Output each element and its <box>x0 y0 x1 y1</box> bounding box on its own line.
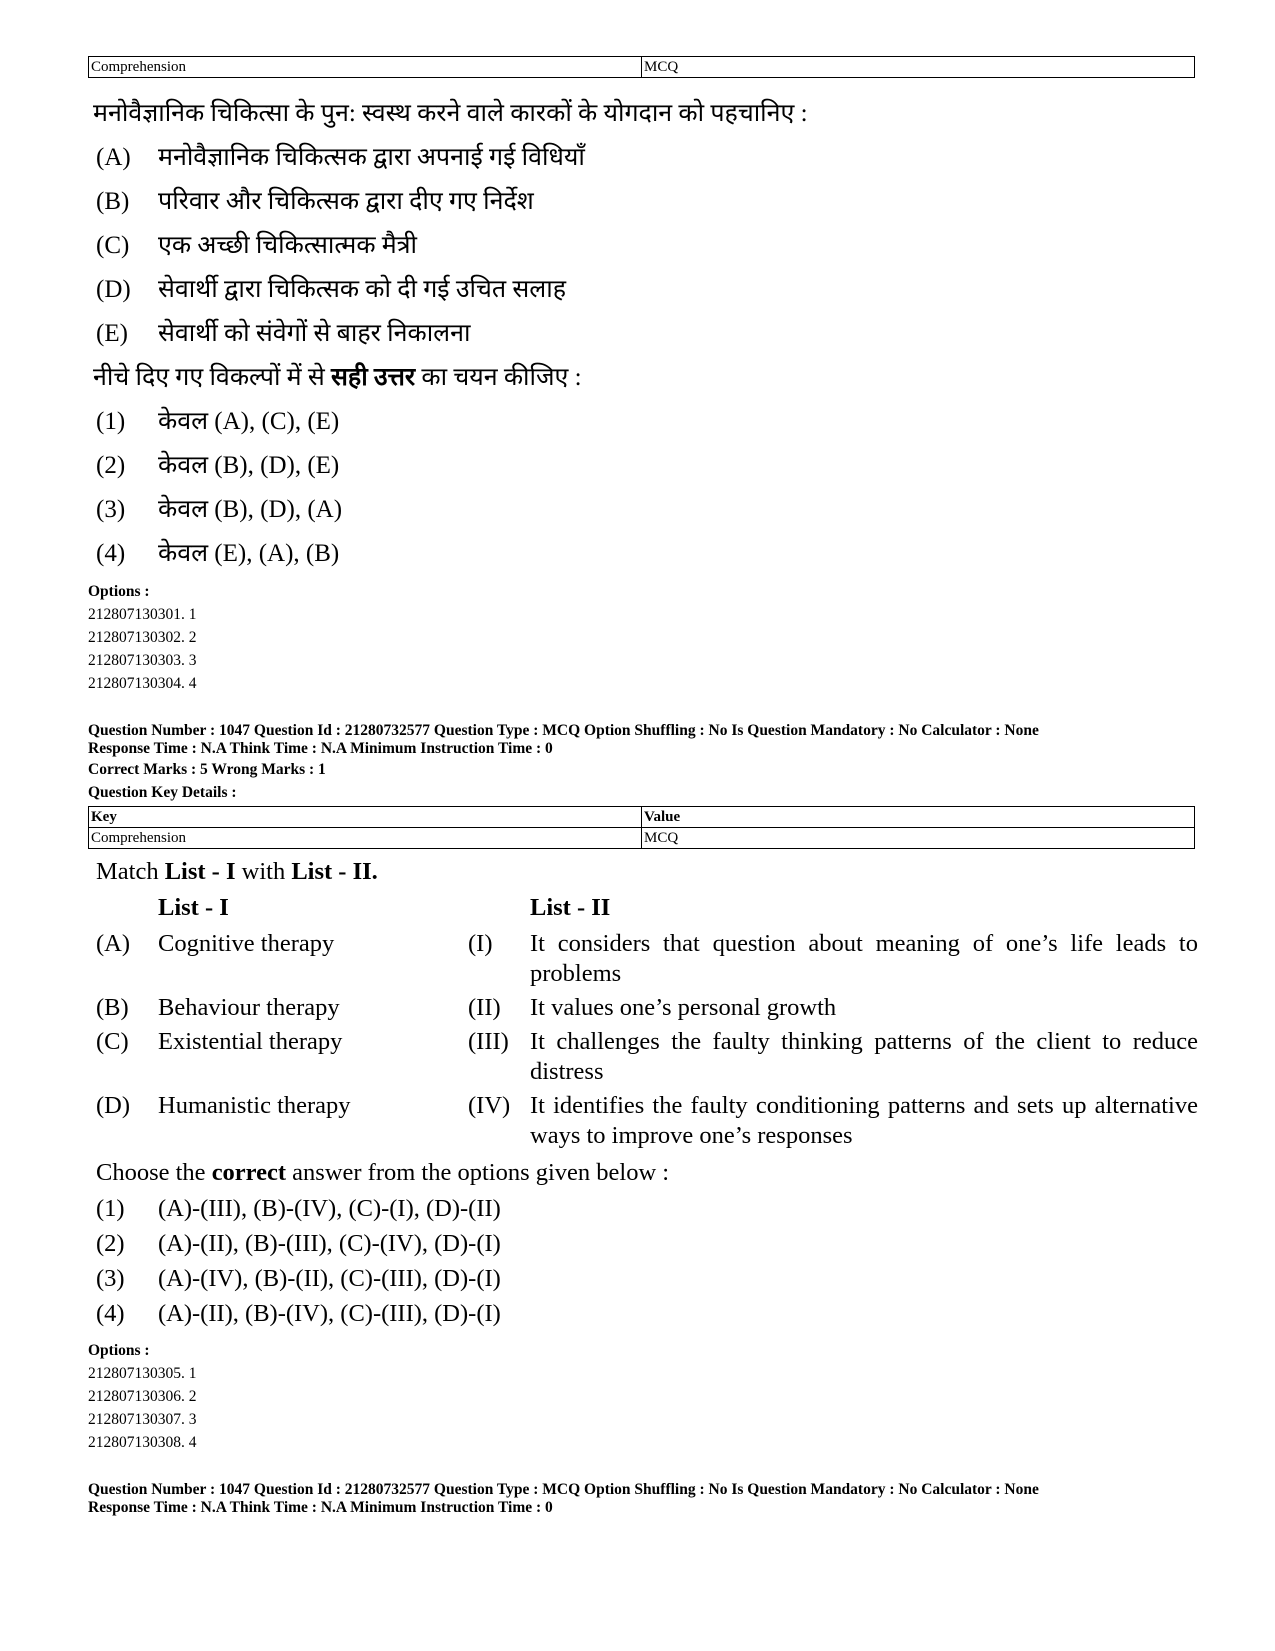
answer-text: (A)-(II), (B)-(III), (C)-(IV), (D)-(I) <box>158 1230 501 1257</box>
answer-label: (1) <box>96 408 126 435</box>
list-2-item: It considers that question about meaning of one’s life leads to problems <box>530 930 1198 987</box>
option-id: 212807130305. 1 <box>88 1365 197 1382</box>
answer-label: (4) <box>96 1300 125 1327</box>
answer-choice <box>96 1226 1188 1261</box>
list-1-item: Existential therapy <box>158 1028 343 1055</box>
statement-item <box>96 180 1188 224</box>
list-2-item: It identifies the faulty conditioning patterns and sets up alternative ways to improve one’s responses <box>530 1092 1198 1149</box>
question-stem: मनोवैज्ञानिक चिकित्सा के पुन: स्वस्थ करने वाले कारकों के योगदान को पहचानिए : <box>93 100 808 127</box>
document-page <box>88 56 1198 1517</box>
marks-line: Correct Marks : 5 Wrong Marks : 1 <box>88 761 326 778</box>
statement-text: मनोवैज्ञानिक चिकित्सक द्वारा अपनाई गई विधियाँ <box>158 144 585 171</box>
option-id: 212807130304. 4 <box>88 675 197 692</box>
answer-choice <box>96 1296 1188 1331</box>
statement-item <box>96 224 1188 268</box>
answer-choice <box>96 532 1188 576</box>
statement-text: सेवार्थी द्वारा चिकित्सक को दी गई उचित सलाह <box>158 276 566 303</box>
answer-text: केवल (B), (D), (A) <box>158 496 343 523</box>
statement-text: परिवार और चिकित्सक द्वारा दीए गए निर्देश <box>158 188 534 215</box>
answer-text: केवल (E), (A), (B) <box>158 540 340 567</box>
statement-label: (D) <box>96 276 131 303</box>
answer-label: (2) <box>96 1230 125 1257</box>
list-1-title: List - I <box>158 894 229 921</box>
question-meta-line: Response Time : N.A Think Time : N.A Minimum Instruction Time : 0 <box>88 1499 553 1516</box>
answer-choice <box>96 488 1188 532</box>
match-row <box>96 993 1198 1023</box>
list-1-item: Humanistic therapy <box>158 1092 351 1119</box>
list-1-item: Cognitive therapy <box>158 930 335 957</box>
options-list <box>88 1339 1188 1454</box>
key-value-table <box>88 56 1195 78</box>
table-cell-value: MCQ <box>642 57 1195 78</box>
question-stem: Match List - I with List - II. <box>96 858 378 885</box>
option-id: 212807130301. 1 <box>88 606 197 623</box>
question-hindi <box>88 92 1188 576</box>
list-1-label: (A) <box>96 930 131 957</box>
question-meta <box>88 722 1188 804</box>
list-2-label: (III) <box>468 1028 509 1055</box>
answer-choice <box>96 1191 1188 1226</box>
answer-text: केवल (A), (C), (E) <box>158 408 340 435</box>
list-2-label: (I) <box>468 930 493 957</box>
answer-text: (A)-(II), (B)-(IV), (C)-(III), (D)-(I) <box>158 1300 501 1327</box>
statement-text: एक अच्छी चिकित्सात्मक मैत्री <box>158 232 418 259</box>
option-id: 212807130306. 2 <box>88 1388 197 1405</box>
answer-choice <box>96 400 1188 444</box>
statement-label: (B) <box>96 188 130 215</box>
list-1-label: (D) <box>96 1092 131 1119</box>
key-details-title: Question Key Details : <box>88 784 237 801</box>
match-list-header <box>96 893 1198 923</box>
key-value-table <box>88 806 1195 849</box>
question-english <box>88 857 1198 1331</box>
answer-label: (4) <box>96 540 126 567</box>
match-list <box>96 893 1198 1151</box>
statement-label: (C) <box>96 232 130 259</box>
list-1-label: (C) <box>96 1028 129 1055</box>
answer-choice <box>96 444 1188 488</box>
list-2-label: (II) <box>468 994 501 1021</box>
answer-text: (A)-(IV), (B)-(II), (C)-(III), (D)-(I) <box>158 1265 501 1292</box>
list-1-item: Behaviour therapy <box>158 994 340 1021</box>
options-title: Options : <box>88 583 150 600</box>
question-meta-line: Question Number : 1047 Question Id : 21280732577 Question Type : MCQ Option Shuffling : No Is Question Mandatory : No Calculator : None <box>88 1481 1039 1498</box>
table-header-value: Value <box>642 807 1195 828</box>
match-row <box>96 929 1198 989</box>
choose-instruction: नीचे दिए गए विकल्पों में से सही उत्तर का चयन कीजिए : <box>93 364 582 391</box>
statement-label: (A) <box>96 144 131 171</box>
statement-item <box>96 312 1188 356</box>
statement-text: सेवार्थी को संवेगों से बाहर निकालना <box>158 320 471 347</box>
answer-label: (3) <box>96 1265 125 1292</box>
question-meta-line: Question Number : 1047 Question Id : 21280732577 Question Type : MCQ Option Shuffling : No Is Question Mandatory : No Calculator : None <box>88 722 1039 739</box>
table-cell-key: Comprehension <box>89 828 642 849</box>
table-header-key: Key <box>89 807 642 828</box>
answer-text: (A)-(III), (B)-(IV), (C)-(I), (D)-(II) <box>158 1195 501 1222</box>
statement-item <box>96 268 1188 312</box>
options-list <box>88 580 1188 695</box>
question-meta <box>88 1481 1188 1517</box>
statement-item <box>96 136 1188 180</box>
match-row <box>96 1091 1198 1151</box>
statement-label: (E) <box>96 320 128 347</box>
answer-choice <box>96 1261 1188 1296</box>
list-2-item: It challenges the faulty thinking patterns of the client to reduce distress <box>530 1028 1198 1085</box>
option-id: 212807130303. 3 <box>88 652 197 669</box>
answer-label: (1) <box>96 1195 125 1222</box>
answer-label: (3) <box>96 496 126 523</box>
list-1-label: (B) <box>96 994 129 1021</box>
list-2-title: List - II <box>530 894 611 921</box>
list-2-item: It values one’s personal growth <box>530 994 837 1021</box>
option-id: 212807130307. 3 <box>88 1411 197 1428</box>
options-title: Options : <box>88 1342 150 1359</box>
answer-text: केवल (B), (D), (E) <box>158 452 340 479</box>
answer-label: (2) <box>96 452 126 479</box>
table-cell-key: Comprehension <box>89 57 642 78</box>
list-2-label: (IV) <box>468 1092 511 1119</box>
option-id: 212807130302. 2 <box>88 629 197 646</box>
choose-instruction: Choose the correct answer from the options given below : <box>96 1159 670 1186</box>
option-id: 212807130308. 4 <box>88 1434 197 1451</box>
match-row <box>96 1027 1198 1087</box>
table-cell-value: MCQ <box>642 828 1195 849</box>
question-meta-line: Response Time : N.A Think Time : N.A Minimum Instruction Time : 0 <box>88 740 553 757</box>
